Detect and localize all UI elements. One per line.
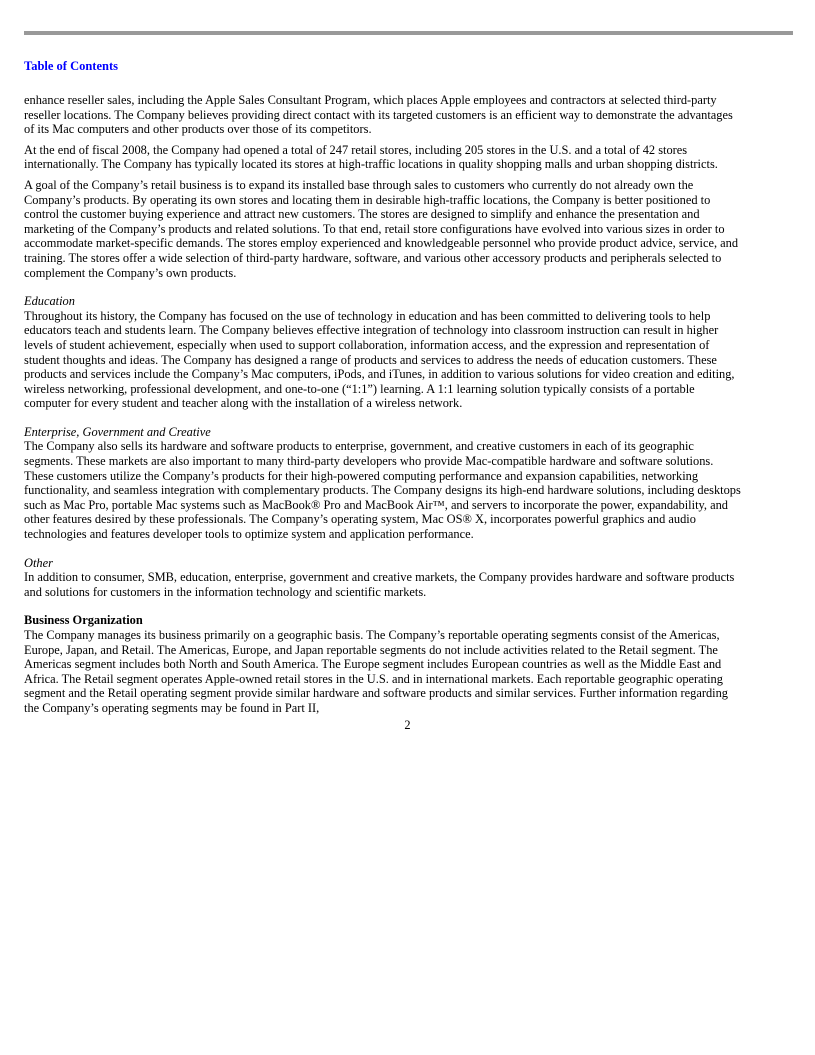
section-business-organization bbox=[24, 613, 799, 715]
text-line: functionality, and seamless integration with complementary products. The Company designs its high-end hardware solutions, including desktops bbox=[24, 483, 741, 498]
header-rule bbox=[24, 31, 793, 35]
text-line: technologies and features developer tools to optimize system and application performance. bbox=[24, 527, 474, 542]
text-line: segment and the Retail operating segment provide similar hardware and software products and similar services. Further information regarding bbox=[24, 686, 728, 701]
text-line: internationally. The Company has typically located its stores at high-traffic locations in quality shopping malls and urban shopping districts. bbox=[24, 157, 718, 172]
section-heading: Business Organization bbox=[24, 613, 143, 628]
text-line: wireless networking, professional development, and one-to-one (“1:1”) learning. A 1:1 learning solution typically consists of a portable bbox=[24, 381, 695, 396]
text-line: educators teach and students learn. The Company believes effective integration of technology into classroom instruction can result in higher bbox=[24, 323, 719, 338]
text-line: In addition to consumer, SMB, education, enterprise, government and creative markets, the Company provides hardware and software products bbox=[24, 570, 735, 585]
text-line: other features desired by these professionals. The Company’s operating system, Mac OS® X, incorporates powerful graphics and audio bbox=[24, 512, 696, 527]
document-body bbox=[24, 93, 799, 722]
section-heading: Enterprise, Government and Creative bbox=[24, 424, 211, 439]
section-other bbox=[24, 556, 799, 600]
section-heading: Education bbox=[24, 294, 75, 309]
text-line: training. The stores offer a wide selection of third-party hardware, software, and various other accessory products and peripherals selected to bbox=[24, 250, 722, 265]
text-line: Africa. The Retail segment operates Apple-owned retail stores in the U.S. and in international markets. Each reportable geographic operating bbox=[24, 671, 723, 686]
paragraph bbox=[24, 570, 799, 599]
text-line: the Company’s operating segments may be found in Part II, bbox=[24, 700, 320, 715]
text-line: At the end of fiscal 2008, the Company had opened a total of 247 retail stores, including 205 stores in the U.S. and a total of 42 stores bbox=[24, 142, 688, 157]
text-line: Company’s products. By operating its own stores and locating them in desirable high-traffic locations, the Company is better positioned to bbox=[24, 192, 711, 207]
page-number: 2 bbox=[404, 718, 411, 732]
text-line: A goal of the Company’s retail business is to expand its installed base through sales to customers who currently do not already own the bbox=[24, 177, 694, 192]
text-line: Europe, Japan, and Retail. The Americas, Europe, and Japan reportable segments do not include activities related to the Retail segment. The bbox=[24, 642, 718, 657]
text-line: segments. These markets are also important to many third-party developers who provide Mac-compatible hardware and software solutions. bbox=[24, 454, 714, 469]
text-line: of its Mac computers and other products over those of its competitors. bbox=[24, 122, 372, 137]
paragraph bbox=[24, 628, 799, 716]
paragraph bbox=[24, 93, 799, 137]
section-education bbox=[24, 294, 799, 411]
paragraph bbox=[24, 309, 799, 411]
section-enterprise-government-and-creative bbox=[24, 425, 799, 542]
text-line: Throughout its history, the Company has focused on the use of technology in education and has been committed to delivering tools to help bbox=[24, 308, 711, 323]
text-line: These customers utilize the Company’s products for their high-powered computing performance and expansion capabilities, networking bbox=[24, 468, 699, 483]
text-line: student thoughts and ideas. The Company has designed a range of products and services to address the needs of education customers. These bbox=[24, 352, 717, 367]
text-line: marketing of the Company’s products and related solutions. To that end, retail store configurations have evolved into various sizes in order to bbox=[24, 221, 725, 236]
text-line: enhance reseller sales, including the Apple Sales Consultant Program, which places Apple employees and contractors at selected third-party bbox=[24, 93, 717, 107]
text-line: The Company manages its business primarily on a geographic basis. The Company’s reportable operating segments consist of the Americas, bbox=[24, 628, 720, 642]
section-heading: Other bbox=[24, 555, 53, 570]
text-line: control the customer buying experience and attract new customers. The stores are designed to simplify and enhance the presentation and bbox=[24, 207, 700, 222]
text-line: such as Mac Pro, portable Mac systems such as MacBook® Pro and MacBook Air™, and servers to incorporate the power, expandability, and bbox=[24, 497, 728, 512]
paragraph bbox=[24, 439, 799, 541]
table-of-contents-link[interactable]: Table of Contents bbox=[24, 59, 118, 73]
text-line: Americas segment includes both North and South America. The Europe segment includes European countries as well as the Middle East and bbox=[24, 657, 722, 672]
text-line: accommodate market-specific demands. The stores employ experienced and knowledgeable personnel who provide product advice, service, and bbox=[24, 236, 739, 251]
paragraph bbox=[24, 143, 799, 172]
text-line: levels of student achievement, especially when used to support collaboration, information access, and the expression and representation of bbox=[24, 337, 710, 352]
paragraph bbox=[24, 178, 799, 280]
text-line: complement the Company’s own products. bbox=[24, 265, 237, 280]
text-line: computer for every student and teacher along with the installation of a wireless network. bbox=[24, 396, 463, 411]
text-line: reseller locations. The Company believes providing direct contact with its targeted customers is an efficient way to demonstrate the advantages bbox=[24, 107, 733, 122]
text-line: and solutions for customers in the information technology and scientific markets. bbox=[24, 584, 427, 599]
text-line: The Company also sells its hardware and software products to enterprise, government, and creative customers in each of its geographic bbox=[24, 439, 694, 454]
text-line: products and services include the Company’s Mac computers, iPods, and iTunes, in addition to various solutions for video creation and editing, bbox=[24, 367, 735, 382]
